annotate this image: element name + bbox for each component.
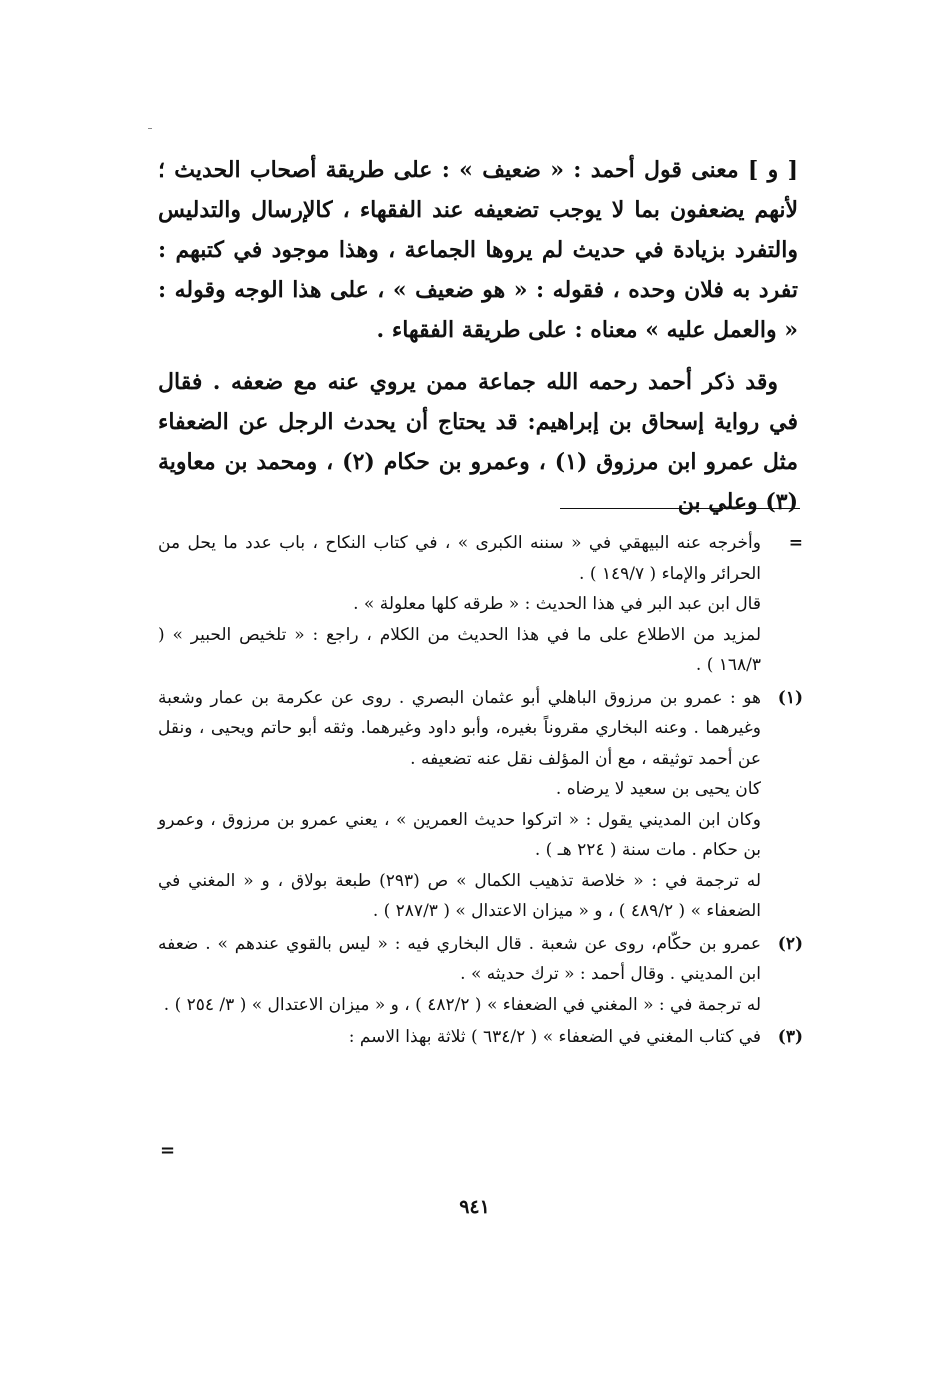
footnote-line: قال ابن عبد البر في هذا الحديث : « طرقه كلها معلولة » .: [353, 594, 761, 614]
footnote-line: عمرو بن حكّام، روى عن شعبة . قال البخاري فيه : « ليس بالقوي عندهم » . ضعفه ابن المديني . وقال أحمد : « ترك حديثه » .: [158, 933, 761, 984]
footnote-body: [158, 1022, 761, 1053]
footnote-continuation: [158, 528, 803, 681]
footnote-marker: (٢): [777, 933, 803, 954]
footnote-body: [158, 929, 761, 1021]
footnote-line: وكان ابن المديني يقول : « اتركوا حديث العمرين » ، يعني عمرو بن مرزوق ، وعمرو بن حكام . مات سنة ( ٢٢٤ هـ ) .: [158, 809, 761, 860]
footnote-marker: =: [788, 533, 803, 553]
footnotes-section: [158, 528, 803, 1055]
footnote-2: [158, 929, 803, 1021]
footnote-line: هو : عمرو بن مرزوق الباهلي أبو عثمان البصري . روى عن عكرمة بن عمار وشعبة وغيرهما . وعنه البخاري مقروناً بغيره، وأبو داود وغيرهما. وثقه أبو حاتم ويحيى ، ونقل عن أحمد توثيقه ، مع أن المؤلف نقل عنه تضعيفه .: [158, 687, 761, 769]
main-text-body: [158, 150, 798, 534]
footnote-marker: (٣): [777, 1027, 803, 1047]
footnote-divider: [560, 508, 800, 509]
footnote-3: [158, 1022, 803, 1053]
footnote-line: لمزيد من الاطلاع على ما في هذا الحديث من الكلام ، راجع : « تلخيص الحبير » ( ١٦٨/٣ ) .: [158, 624, 761, 675]
footnote-line: كان يحيى بن سعيد لا يرضاه .: [555, 779, 761, 799]
footnote-body: [158, 528, 761, 681]
footnote-line: وأخرجه عنه البيهقي في « سننه الكبرى » ، في كتاب النكاح ، باب عدد ما يحل من الحرائر والإماء ( ١٤٩/٧ ) .: [158, 533, 761, 584]
footnote-line: في كتاب المغني في الضعفاء » ( ٦٣٤/٢ ) ثلاثة بهذا الاسم :: [348, 1027, 761, 1047]
footnote-line: له ترجمة في : « خلاصة تذهيب الكمال » ص (٢٩٣) طبعة بولاق ، و « المغني في الضعفاء » ( ٤٨٩/٢ ) ، و « ميزان الاعتدال » ( ٢٨٧/٣ ) .: [158, 870, 761, 921]
footnote-line: له ترجمة في : « المغني في الضعفاء » ( ٤٨٢/٢ ) ، و « ميزان الاعتدال » ( ٣/ ٢٥٤ ) .: [163, 994, 761, 1015]
continuation-mark: =: [160, 1140, 176, 1161]
footnote-body: [158, 683, 761, 927]
scan-speck: [148, 128, 152, 129]
footnote-1: [158, 683, 803, 927]
page-number: ٩٤١: [459, 1196, 490, 1218]
footnote-marker: (١): [777, 687, 803, 708]
main-paragraph-2: وقد ذكر أحمد رحمه الله جماعة ممن يروي عنه مع ضعفه . فقال في رواية إسحاق بن إبراهيم: قد يحتاج أن يحدث الرجل عن الضعفاء مثل عمرو ابن مرزوق (١) ، وعمرو بن حكام (٢) ، ومحمد بن معاوية (٣) وعلي بن: [158, 369, 798, 515]
main-paragraph-1: [ و ] معنى قول أحمد : « ضعيف » : على طريقة أصحاب الحديث ؛ لأنهم يضعفون بما لا يوجب تضعيفه عند الفقهاء ، كالإرسال والتدليس والتفرد بزيادة في حديث لم يروها الجماعة ، وهذا موجود في كتبهم : تفرد به فلان وحده ، فقوله : « هو ضعيف » ، على هذا الوجه وقوله : « والعمل عليه » معناه : على طريقة الفقهاء .: [158, 157, 798, 343]
